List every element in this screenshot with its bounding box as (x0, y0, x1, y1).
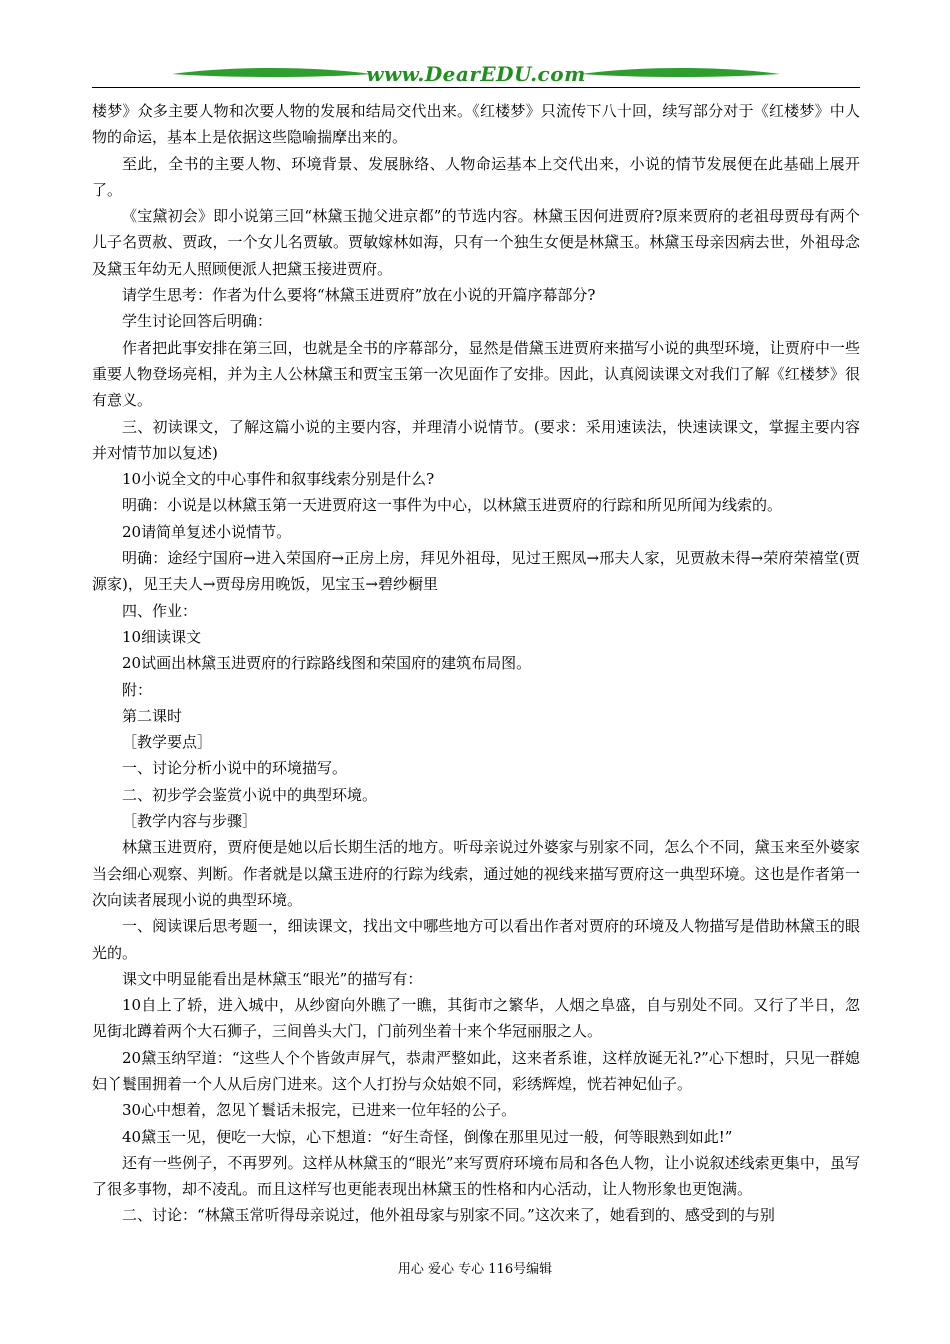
paragraph: ［教学内容与步骤］ (122, 812, 258, 831)
paragraph: 三、初读课文，了解这篇小说的主要内容，并理清小说情节。(要求：采用速读法，快速读课文，掌握主要内容并对情节加以复述) (92, 417, 860, 462)
paragraph: 明确：途经宁国府→进入荣国府→正房上房，拜见外祖母，见过王熙凤→邢夫人家，见贾赦未得→荣府荣禧堂(贾源家)，见王夫人→贾母房用晚饭，见宝玉→碧纱橱里 (92, 549, 860, 594)
paragraph: 40黛玉一见，便吃一大惊，心下想道：“好生奇怪，倒像在那里见过一般，何等眼熟到如此!” (122, 1127, 733, 1146)
document-body (92, 98, 860, 1229)
paragraph: 20请简单复述小说情节。 (122, 522, 292, 541)
paragraph: 第二课时 (122, 706, 183, 725)
paragraph: 30心中想着，忽见丫鬟话未报完，已进来一位年轻的公子。 (122, 1101, 517, 1120)
paragraph: 学生讨论回答后明确： (122, 312, 273, 331)
site-logo-text: www.DearEDU.com (366, 62, 586, 86)
paragraph: 请学生思考：作者为什么要将“林黛玉进贾府”放在小说的开篇序幕部分? (122, 286, 596, 305)
paragraph: ［教学要点］ (122, 733, 213, 752)
paragraph: 作者把此事安排在第三回，也就是全书的序幕部分，显然是借黛玉进贾府来描写小说的典型环境，让贾府中一些重要人物登场亮相，并为主人公林黛玉和贾宝玉第一次见面作了安排。因此，认真阅读课文对我们了解《红楼梦》很有意义。 (92, 338, 860, 410)
paragraph: 一、讨论分析小说中的环境描写。 (122, 759, 348, 778)
paragraph: 楼梦》众多主要人物和次要人物的发展和结局交代出来。《红楼梦》只流传下八十回，续写部分对于《红楼梦》中人物的命运，基本上是依据这些隐喻揣摩出来的。 (92, 102, 860, 147)
paragraph: 10细读课文 (122, 627, 202, 646)
paragraph: 20试画出林黛玉进贾府的行踪路线图和荣国府的建筑布局图。 (122, 654, 532, 673)
paragraph: 二、讨论：“林黛玉常听得母亲说过，他外祖母家与别家不同。”这次来了，她看到的、感受到的与别 (122, 1206, 775, 1225)
page-footer: 用心 爱心 专心 116号编辑 (397, 1262, 553, 1277)
paragraph: 一、阅读课后思考题一，细读课文，找出文中哪些地方可以看出作者对贾府的环境及人物描写是借助林黛玉的眼光的。 (92, 917, 860, 962)
paragraph: 20黛玉纳罕道：“这些人个个皆敛声屏气，恭肃严整如此，这来者系谁，这样放诞无礼?”心下想时，只见一群媳妇丫鬟围拥着一个人从后房门进来。这个人打扮与众姑娘不同，彩绣辉煌，恍若神妃仙子。 (92, 1048, 860, 1093)
header-divider (92, 87, 860, 88)
paragraph: 《宝黛初会》即小说第三回“林黛玉抛父进京都”的节选内容。林黛玉因何进贾府?原来贾府的老祖母贾母有两个儿子名贾赦、贾政，一个女儿名贾敏。贾敏嫁林如海，只有一个独生女便是林黛玉。林黛玉母亲因病去世，外祖母念及黛玉年幼无人照顾便派人把黛玉接进贾府。 (92, 207, 860, 278)
paragraph: 课文中明显能看出是林黛玉“眼光”的描写有： (122, 969, 423, 988)
paragraph: 至此，全书的主要人物、环境背景、发展脉络、人物命运基本上交代出来，小说的情节发展便在此基础上展开了。 (92, 154, 860, 199)
paragraph: 附： (122, 680, 153, 699)
paragraph: 林黛玉进贾府，贾府便是她以后长期生活的地方。听母亲说过外婆家与别家不同，怎么个不同，黛玉来至外婆家当会细心观察、判断。作者就是以黛玉进府的行踪为线索，通过她的视线来描写贾府这一典型环境。这也是作者第一次向读者展现小说的典型环境。 (92, 838, 860, 909)
paragraph: 10小说全文的中心事件和叙事线索分别是什么? (122, 470, 435, 489)
paragraph: 二、初步学会鉴赏小说中的典型环境。 (122, 785, 378, 804)
paragraph: 四、作业： (122, 601, 198, 620)
page-header (92, 58, 860, 90)
paragraph: 还有一些例子，不再罗列。这样从林黛玉的“眼光”来写贾府环境布局和各色人物，让小说叙述线索更集中，虽写了很多事物，却不凌乱。而且这样写也更能表现出林黛玉的性格和内心活动，让人物形象也更饱满。 (92, 1153, 860, 1199)
paragraph: 10自上了轿，进入城中，从纱窗向外瞧了一瞧，其街市之繁华，人烟之阜盛，自与别处不同。又行了半日，忽见街北蹲着两个大石狮子，三间兽头大门，门前列坐着十来个华冠丽服之人。 (92, 996, 860, 1041)
paragraph: 明确：小说是以林黛玉第一天进贾府这一事件为中心，以林黛玉进贾府的行踪和所见所闻为线索的。 (122, 496, 783, 515)
